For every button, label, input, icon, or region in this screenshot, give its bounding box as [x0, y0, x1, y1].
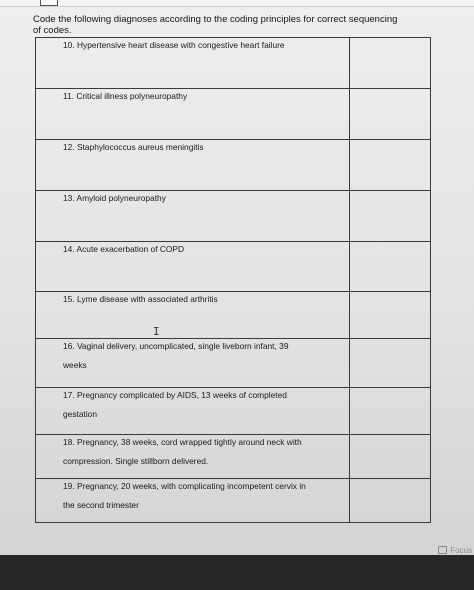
diagnosis-cell: [36, 89, 350, 139]
table-row: [35, 478, 431, 523]
code-cell[interactable]: [348, 191, 430, 241]
diagnosis-text: 19. Pregnancy, 20 weeks, with complicating incompetent cervix in: [63, 481, 306, 491]
table-row: [35, 241, 431, 291]
diagnosis-cell: [36, 292, 350, 338]
table-row: [35, 434, 431, 478]
diagnosis-text: 14. Acute exacerbation of COPD: [63, 244, 185, 254]
diagnosis-text: 11. Critical illness polyneuropathy: [63, 91, 188, 101]
diagnosis-text: 15. Lyme disease with associated arthritis: [63, 294, 218, 304]
bottom-bar: [0, 555, 474, 590]
code-cell[interactable]: [348, 435, 430, 478]
top-toolbar-strip: [0, 0, 474, 7]
diagnosis-text-continued: weeks: [63, 360, 87, 370]
table-row: [35, 338, 431, 387]
table-row: [35, 139, 431, 190]
code-cell[interactable]: [348, 339, 430, 387]
diagnosis-cell: [36, 388, 350, 434]
diagnoses-table: [35, 37, 431, 523]
focus-label: Focus: [450, 545, 472, 555]
code-cell[interactable]: [348, 242, 430, 291]
diagnosis-cell: [36, 339, 350, 387]
code-cell[interactable]: [348, 89, 430, 139]
focus-icon: [438, 546, 447, 554]
code-cell[interactable]: [348, 38, 430, 88]
code-cell[interactable]: [348, 292, 430, 338]
diagnosis-text-continued: the second trimester: [63, 500, 139, 510]
table-row: [35, 190, 431, 241]
focus-button[interactable]: [438, 543, 474, 557]
diagnosis-text: 16. Vaginal delivery, uncomplicated, single liveborn infant, 39: [63, 341, 289, 351]
diagnosis-text: 13. Amyloid polyneuropathy: [63, 193, 166, 203]
diagnosis-cell: [36, 140, 350, 190]
instructions-line-2: of codes.: [33, 25, 72, 36]
table-row: [35, 37, 431, 88]
table-row: [35, 291, 431, 338]
diagnosis-text: 17. Pregnancy complicated by AIDS, 13 weeks of completed: [63, 390, 287, 400]
code-cell[interactable]: [348, 140, 430, 190]
table-row: [35, 88, 431, 139]
instructions-line-1: Code the following diagnoses according to the coding principles for correct sequencing: [33, 14, 398, 25]
cursor-outline: [40, 0, 58, 6]
table-row: [35, 387, 431, 434]
text-cursor-icon: I: [153, 325, 160, 338]
code-cell[interactable]: [348, 479, 430, 522]
diagnosis-text: 18. Pregnancy, 38 weeks, cord wrapped tightly around neck with: [63, 437, 302, 447]
diagnosis-text: 10. Hypertensive heart disease with congestive heart failure: [63, 40, 285, 50]
instructions-text: [33, 14, 433, 36]
diagnosis-cell: [36, 479, 350, 522]
diagnosis-cell: [36, 38, 350, 88]
diagnosis-cell: [36, 435, 350, 478]
diagnosis-text-continued: compression. Single stillborn delivered.: [63, 456, 209, 466]
diagnosis-text-continued: gestation: [63, 409, 97, 419]
diagnosis-cell: [36, 191, 350, 241]
diagnosis-cell: [36, 242, 350, 291]
diagnosis-text: 12. Staphylococcus aureus meningitis: [63, 142, 204, 152]
code-cell[interactable]: [348, 388, 430, 434]
